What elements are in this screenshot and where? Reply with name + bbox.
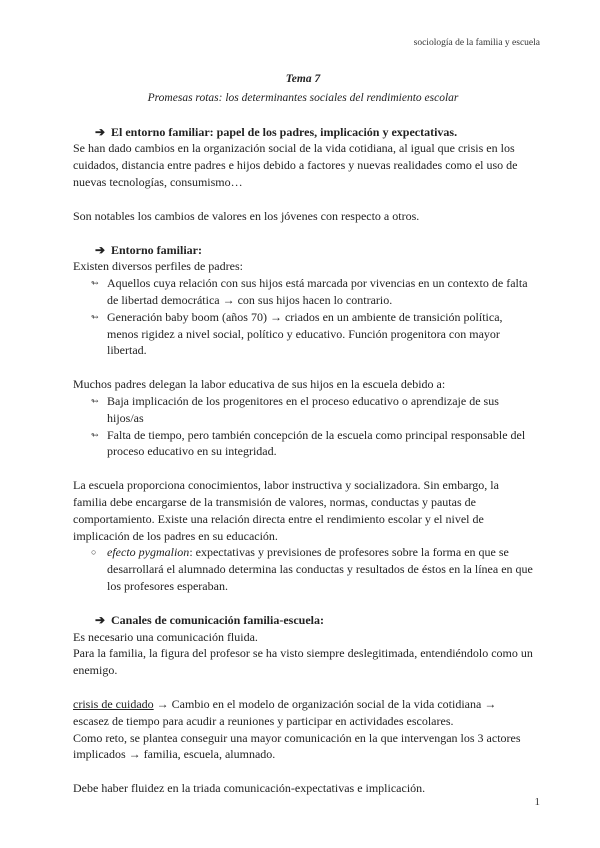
paragraph-perfiles-intro: Existen diversos perfiles de padres: (73, 259, 243, 274)
page-subtitle: Promesas rotas: los determinantes sociales del rendimiento escolar (147, 91, 459, 104)
reasons-list (73, 393, 533, 460)
paragraph-figura-profesor: Para la familia, la figura del profesor se ha visto siempre deslegitimada, entendiéndolo como un enemigo. (73, 646, 533, 678)
document-body (73, 71, 533, 797)
list-item: ↬ Baja implicación de los progenitores en el proceso educativo o aprendizaje de sus hijos/as (91, 393, 533, 427)
page-title: Tema 7 (285, 73, 321, 85)
list-item: ↬ Falta de tiempo, pero también concepción de la escuela como principal responsable del proceso educativo en su integridad. (91, 427, 533, 461)
paragraph-cambios-valores: Son notables los cambios de valores en los jóvenes con respecto a otros. (73, 208, 420, 223)
section-heading-canales (73, 612, 533, 629)
page-number: 1 (534, 796, 540, 808)
list-item (91, 544, 533, 594)
section-heading-text: El entorno familiar: papel de los padres, implicación y expectativas. (111, 124, 458, 139)
paragraph-crisis-cuidado (73, 696, 533, 730)
paragraph-comunicacion-fluida: Es necesario una comunicación fluida. (73, 629, 258, 644)
list-item: ↬ Aquellos cuya relación con sus hijos está marcada por vivencias en un contexto de falta de libertad democrática → con sus hijos hacen lo contrario. (91, 275, 533, 309)
crisis-text: → Cambio en el modelo de organización social de la vida cotidiana → escasez de tiempo para acudir a reuniones y participar en actividades escolares. (73, 696, 497, 728)
term-crisis-de-cuidado: crisis de cuidado (73, 696, 154, 711)
paragraph-cambios-organizacion: Se han dado cambios en la organización social de la vida cotidiana, al igual que crisis en los cuidados, distancia entre padres e hijos debido a factores y nuevas realidades como el uso de nuevas tecnologías, consumismo… (73, 141, 518, 189)
profiles-list (73, 275, 533, 359)
section-heading-entorno-familiar (73, 242, 533, 259)
section-heading-text: Canales de comunicación familia-escuela: (111, 612, 324, 627)
arrow-right-icon: ➔ (95, 242, 106, 257)
running-header: sociología de la familia y escuela (413, 38, 540, 48)
section-heading-entorno-familiar-papel (73, 124, 533, 141)
list-item: ↬ Generación baby boom (años 70) → criados en un ambiente de transición política, menos rigidez a nivel social, político y educativo. Función progenitora con mayor libertad. (91, 309, 533, 359)
arrow-right-icon: ➔ (95, 612, 106, 627)
paragraph-escuela: La escuela proporciona conocimientos, labor instructiva y socializadora. Sin embargo, la familia debe encargarse de la transmisión de valores, normas, conductas y pautas de comportamiento. Existe una relación directa entre el rendimiento escolar y el nivel de implicación de los padres en su educación. (73, 478, 499, 543)
paragraph-delegan-intro: Muchos padres delegan la labor educativa de sus hijos en la escuela debido a: (73, 377, 446, 392)
paragraph-triada: Debe haber fluidez en la triada comunicación-expectativas e implicación. (73, 781, 426, 796)
paragraph-reto: Como reto, se plantea conseguir una mayor comunicación en la que intervengan los 3 actores implicados → familia, escuela, alumnado. (73, 730, 521, 762)
pygmalion-list (73, 544, 533, 594)
section-heading-text: Entorno familiar: (111, 242, 202, 257)
term-efecto-pygmalion: efecto pygmalion (107, 545, 190, 560)
definition-text: : expectativas y previsiones de profesores sobre la forma en que se desarrollará el alumnado determina las conductas y resultados de éstos en la línea en que los profesores esperaban. (107, 545, 533, 593)
arrow-right-icon: ➔ (95, 124, 106, 139)
